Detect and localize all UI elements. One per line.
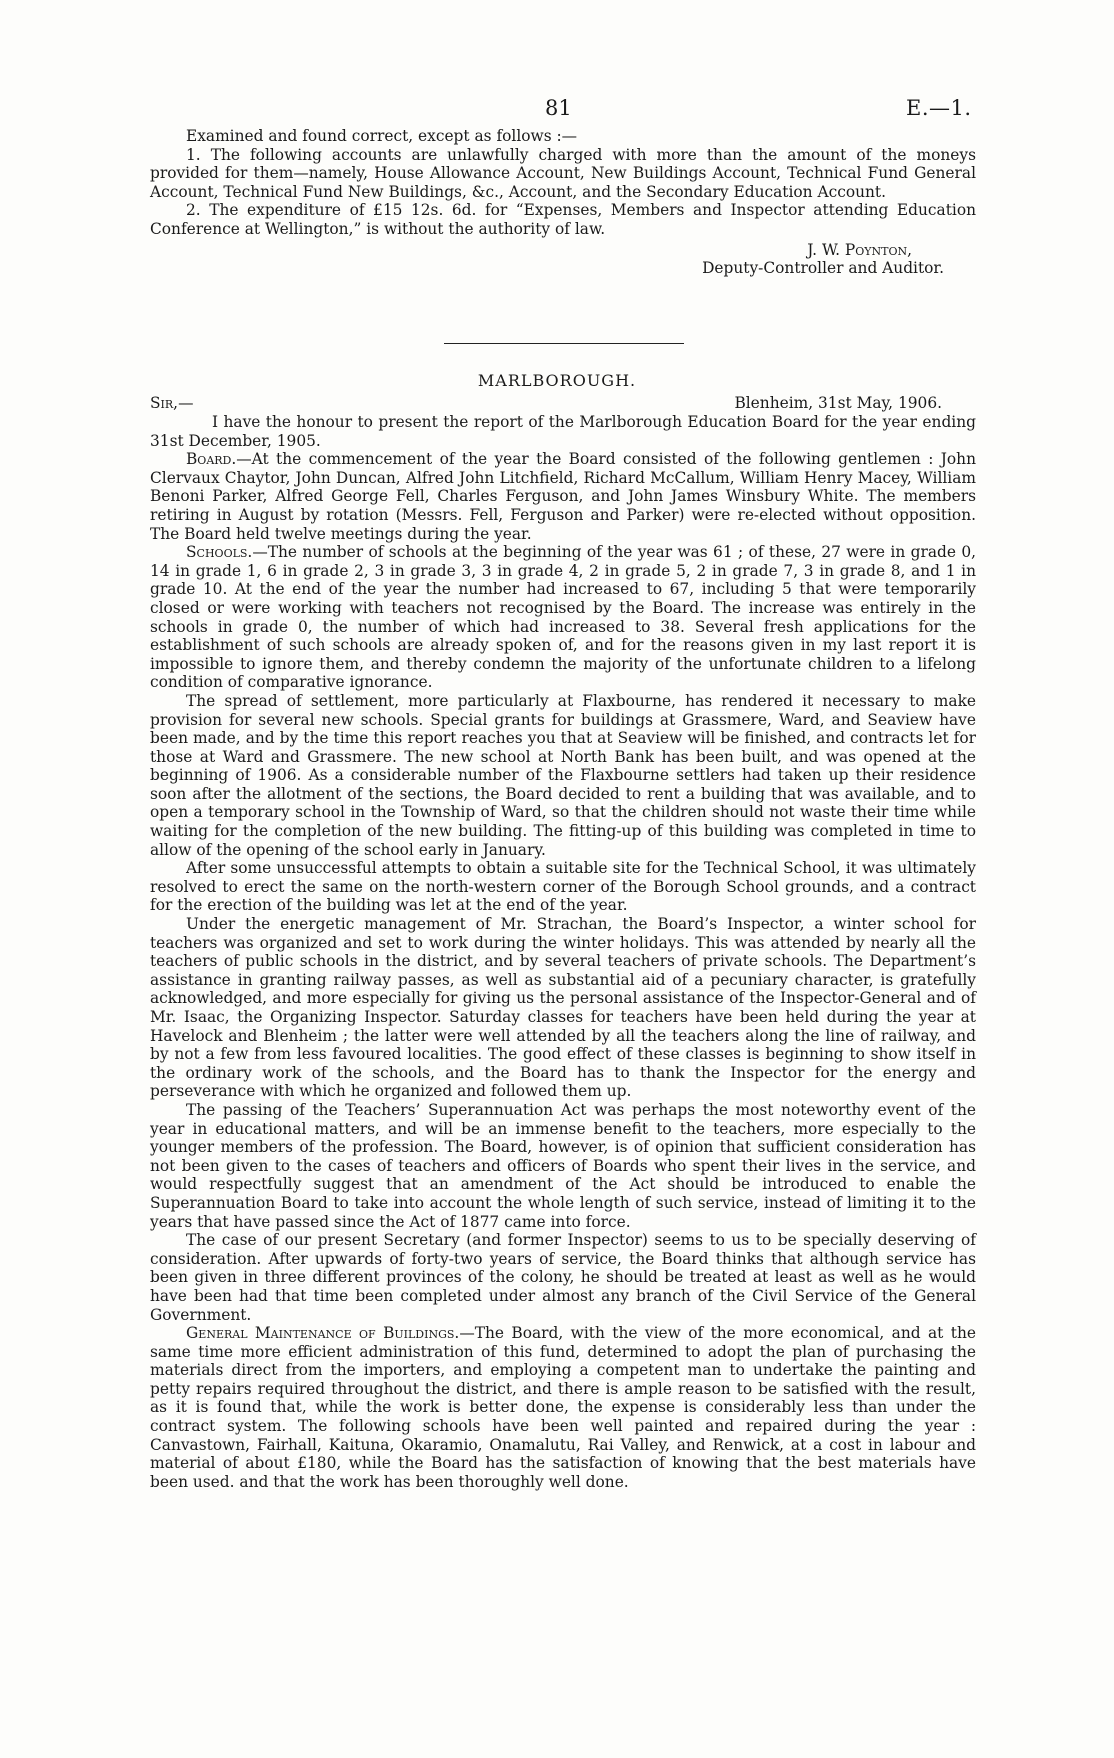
schools-heading: Schools. [186, 543, 253, 562]
audit-item-2: 2. The expenditure of £15 12s. 6d. for “Expenses, Members and Inspector attending Education Conference at Wellington,” is without the authority of law. [150, 201, 976, 238]
board-text: —At the commencement of the year the Board consisted of the following gentlemen : John Clervaux Chaytor, John Duncan, Alfred John Litchfield, Richard McCallum, William Henry Macey, William Benoni Parker, Alfred George Fell, Charles Ferguson, and John James Winsbury White. The members retiring in August by rotation (Messrs. Fell, Ferguson and Parker) were re-elected without opposition. The Board held twelve meetings during the year. [150, 450, 976, 543]
document-code: E.—1. [906, 96, 972, 120]
report-section [150, 394, 976, 1491]
report-intro: I have the honour to present the report of the Marlborough Education Board for the year ending 31st December, 1905. [150, 413, 976, 450]
settlement-paragraph: The spread of settlement, more particularly at Flaxbourne, has rendered it necessary to make provision for several new schools. Special grants for buildings at Grassmere, Ward, and Seaview have been made, and by the time this report reaches you that at Seaview will be finished, and contracts let for those at Ward and Grassmere. The new school at North Bank has been built, and was opened at the beginning of 1906. As a considerable number of the Flaxbourne settlers had taken up their residence soon after the allotment of the sections, the Board decided to rent a building that was available, and to open a temporary school in the Township of Ward, so that the children should not waste their time while waiting for the completion of the new building. The fitting-up of this building was completed in time to allow of the opening of the school early in January. [150, 691, 976, 859]
maintenance-paragraph [150, 1324, 976, 1491]
secretary-paragraph: The case of our present Secretary (and former Inspector) seems to us to be specially deserving of consideration. After upwards of forty-two years of service, the Board thinks that although service has been given in three different provinces of the colony, he should be treated at least as well as he would have been had that time been completed under almost any branch of the Civil Service of the General Government. [150, 1231, 976, 1324]
salutation-line [150, 394, 976, 413]
page-number: 81 [545, 96, 572, 120]
audit-section [150, 127, 976, 278]
place-date: Blenheim, 31st May, 1906. [734, 394, 942, 412]
technical-school-paragraph: After some unsuccessful attempts to obtain a suitable site for the Technical School, it was ultimately resolved to erect the same on the north-western corner of the Borough School grounds, and a contract for the erection of the building was let at the end of the year. [150, 859, 976, 915]
maintenance-heading: General Maintenance of Buildings. [186, 1324, 460, 1343]
schools-text: —The number of schools at the beginning of the year was 61 ; of these, 27 were in grade 0, 14 in grade 1, 6 in grade 2, 3 in grade 3, 3 in grade 4, 2 in grade 5, 2 in grade 7, 3 in grade 8, and 1 in grade 10. At the end of the year the number had increased to 67, including 5 that were temporarily closed or were working with teachers not recognised by the Board. The increase was entirely in the schools in grade 0, the number of which had increased to 38. Several fresh applications for the establishment of such schools are already spoken of, and for the reasons given in my last report it is impossible to ignore them, and thereby condemn the majority of the unfortunate children to a lifelong condition of comparative ignorance. [150, 543, 976, 692]
audit-intro: Examined and found correct, except as follows :— [186, 127, 578, 145]
signature-block [150, 241, 976, 260]
maintenance-text: —The Board, with the view of the more economical, and at the same time more efficient administration of this fund, determined to adopt the plan of purchasing the materials direct from the importers, and employing a competent man to undertake the painting and petty repairs required throughout the district, and there is ample reason to be satisfied with the result, as it is found that, while the work is better done, the expense is considerably less than under the contract system. The following schools have been well painted and repaired during the year : Canvastown, Fairhall, Kaituna, Okaramio, Onamalutu, Rai Valley, and Renwick, at a cost in labour and material of about £180, while the Board has the satisfaction of knowing that the best materials have been used. and that the work has been thoroughly well done. [150, 1324, 976, 1491]
section-title: MARLBOROUGH. [477, 371, 637, 390]
signature-title: Deputy-Controller and Auditor. [702, 259, 944, 278]
superannuation-paragraph: The passing of the Teachers’ Superannuation Act was perhaps the most noteworthy event of the year in educational matters, and will be an immense benefit to the teachers, more especially to the younger members of the profession. The Board, however, is of opinion that sufficient consideration has not been given to the cases of teachers and officers of Boards who spent their lives in the service, and would respectfully suggest that an amendment of the Act should be introduced to enable the Superannuation Board to take into account the whole length of such service, instead of limiting it to the years that have passed since the Act of 1877 came into force. [150, 1100, 976, 1231]
winter-school-paragraph: Under the energetic management of Mr. Strachan, the Board’s Inspector, a winter school for teachers was organized and set to work during the winter holidays. This was attended by nearly all the teachers of public schools in the district, and by several teachers of private schools. The Department’s assistance in granting railway passes, as well as substantial aid of a pecuniary character, is gratefully acknowledged, and more especially for giving us the personal assistance of the Inspector-General and of Mr. Isaac, the Organizing Inspector. Saturday classes for teachers have been held during the year at Havelock and Blenheim ; the latter were well attended by all the teachers along the line of railway, and by not a few from less favoured localities. The good effect of these classes is beginning to show itself in the ordinary work of the schools, and the Board has to thank the Inspector for the energy and perseverance with which he organized and followed them up. [150, 915, 976, 1101]
salutation: Sir,— [150, 394, 194, 412]
board-paragraph [150, 450, 976, 543]
section-divider [444, 343, 684, 344]
signature-name: J. W. Poynton, [807, 240, 912, 259]
audit-item-1: 1. The following accounts are unlawfully charged with more than the amount of the moneys provided for them—namely, House Allowance Account, New Buildings Account, Technical Fund General Account, Technical Fund New Buildings, &c., Account, and the Secondary Education Account. [150, 145, 976, 201]
schools-paragraph [150, 543, 976, 692]
board-heading: Board. [186, 450, 237, 469]
